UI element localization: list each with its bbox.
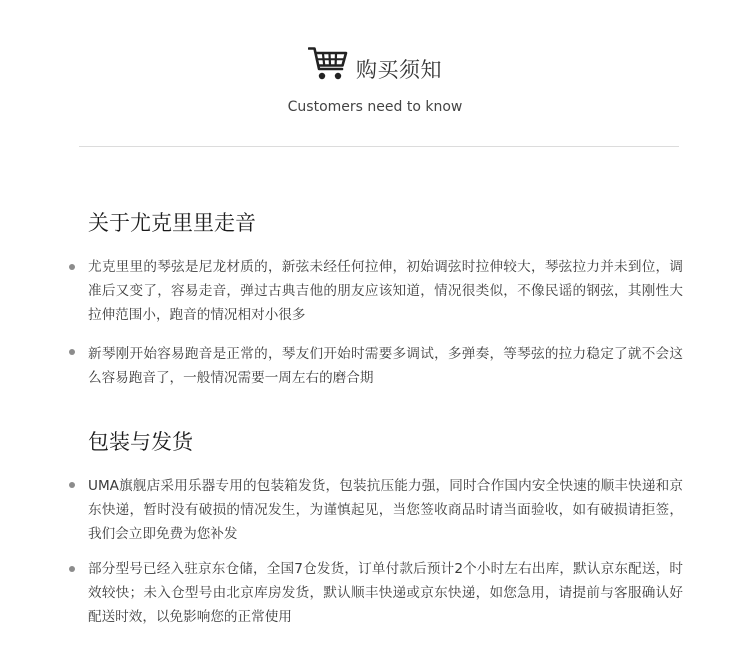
page-title: 购买须知 — [356, 58, 442, 82]
bullet-text: 新琴刚开始容易跑音是正常的，琴友们开始时需要多调试，多弹奏，等琴弦的拉力稳定了就不会这么容易跑音了，一般情况需要一周左右的磨合期 — [88, 346, 683, 386]
shopping-cart-icon — [308, 46, 348, 82]
section-title-packaging-shipping: 包装与发货 — [88, 430, 193, 454]
page-header — [0, 0, 750, 150]
bullet-dot — [69, 349, 75, 355]
bullet-text: 部分型号已经入驻京东仓储，全国7仓发货，订单付款后预计2个小时左右出库，默认京东配送，时效较快；未入仓型号由北京库房发货，默认顺丰快递或京东快递，如您急用，请提前与客服确认好配送时效，以免影响您的正常使用 — [88, 561, 683, 625]
section-title-ukulele-tuning: 关于尤克里里走音 — [88, 211, 256, 235]
header-title-row — [0, 46, 750, 82]
bullet-text: UMA旗舰店采用乐器专用的包装箱发货，包装抗压能力强，同时合作国内安全快速的顺丰快递和京东快递，暂时没有破损的情况发生，为谨慎起见，当您签收商品时请当面验收，如有破损请拒签，我们会立即免费为您补发 — [88, 478, 683, 542]
bullet-dot — [69, 264, 75, 270]
bullet-text: 尤克里里的琴弦是尼龙材质的，新弦未经任何拉伸，初始调弦时拉伸较大，琴弦拉力并未到位，调准后又变了，容易走音，弹过古典吉他的朋友应该知道，情况很类似，不像民谣的钢弦，其刚性大拉伸范围小，跑音的情况相对小很多 — [88, 259, 683, 323]
bullet-dot — [69, 566, 75, 572]
bullet-dot — [69, 482, 75, 488]
page-subtitle: Customers need to know — [287, 99, 463, 115]
header-divider — [79, 146, 679, 147]
